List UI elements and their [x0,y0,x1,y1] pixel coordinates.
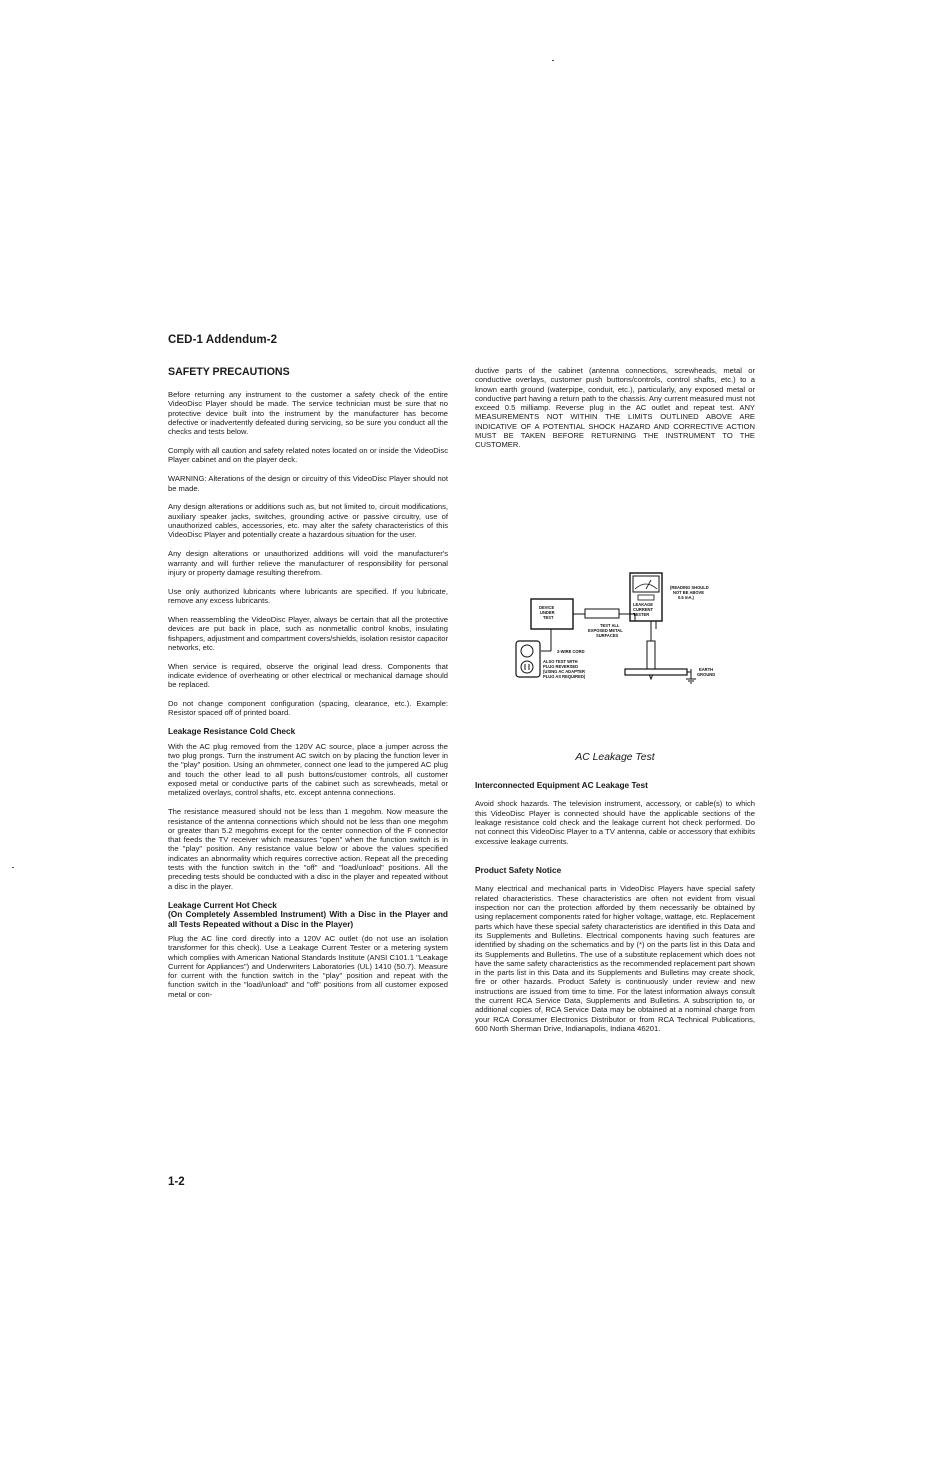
right-column [475,366,755,1043]
paragraph: Any design alterations or additions such as, but not limited to, circuit modifications, auxiliary speaker jacks, switches, grounding active or passive circuitry, use of unauthorized cables, accessories, etc. may alter the safety characteristics of this VideoDisc Player and potentially create a hazardous situation for the user. [168,502,448,540]
cord-label: 2-WIRE CORD [557,648,585,654]
paragraph: The resistance measured should not be less than 1 megohm. Now measure the resistance of the antenna connections which should not be less than one megohm or greater than 5.2 megohms except for the center connection of the F connector that feeds the TV receiver which measures "open" when the function switch is in the "play" position. Any resistance value below or above the values specified indicates an abnormality which requires corrective action. Repeat all the preceding tests with the function switch in the "off" and "load/unload" positions. All the preceding tests should be conducted with a disc in the player and repeated without a disc in the player. [168,807,448,891]
outlet-socket-top [521,645,533,657]
outlet-socket-bottom [521,661,533,673]
ground-bar [625,669,687,675]
ac-leakage-test-figure [475,543,755,715]
paragraph: Comply with all caution and safety related notes located on or inside the VideoDisc Player cabinet and on the player deck. [168,446,448,465]
left-column [168,366,448,1009]
earth-label-line2: GROUND [697,671,716,677]
probe-handle [585,609,619,618]
paragraph: When service is required, observe the original lead dress. Components that indicate evidence of overheating or other electrical or mechanical damage should be replaced. [168,661,448,690]
product-safety-heading: Product Safety Notice [475,864,562,875]
reading-label-line3: 0.5 mA.) [678,594,694,600]
meter-switch [638,595,654,600]
earth-label-line1: EARTH [699,666,714,672]
test-all-line2: EXPOSED METAL [588,627,623,633]
device-label-line3: TEST [543,614,554,620]
paragraph: Before returning any instrument to the customer a safety check of the entire VideoDisc Player should be made. The service technician must be sure that no protective device built into the instrument by the manufacturer has become defective or inadvertently defeated during servicing, so be sure you conduct all the checks and tests below. [168,390,448,437]
figure-caption: AC Leakage Test [575,751,655,763]
paragraph: With the AC plug removed from the 120V AC source, place a jumper across the two plug prongs. Turn the instrument AC switch on by placing the function lever in the "play" position. Using an ohmmeter, connect one lead to the jumpered AC plug and touch the other lead to all push buttons/customer controls, all customer exposed metal or conductive parts of the cabinet such as screwheads, metal or metalized overlays, control shafts, etc. except antenna connections. [168,741,448,798]
scan-speck [12,867,14,868]
paragraph: Do not change component configuration (spacing, clearance, etc.). Example: Resistor spaced off of printed board. [168,699,448,718]
also-test-line1: ALSO TEST WITH [543,658,578,664]
also-test-line3: (USING AC ADAPTER [543,668,585,674]
paragraph: Avoid shock hazards. The television instrument, accessory, or cable(s) to which this VideoDisc Player is connected should have the applicable sections of the leakage resistance cold check and the leakage current hot check performed. Do not connect this VideoDisc Player to a TV antenna, cable or accessory that exhibits excessive leakage currents. [475,799,755,846]
paragraph: ductive parts of the cabinet (antenna connections, screwheads, metal or conductive overlays, customer push buttons/controls, control shafts, etc.) to a known earth ground (waterpipe, conduit, etc.), particularly, any exposed metal or conductive part having a return path to the chassis. Any current measured must not exceed 0.5 milliamp. Reverse plug in the AC outlet and repeat test. ANY MEASUREMENTS NOT WITHIN THE LIMITS OUTLINED ABOVE ARE INDICATIVE OF A POTENTIAL SHOCK HAZARD AND CORRECTIVE ACTION MUST BE TAKEN BEFORE RETURNING THE INSTRUMENT TO THE CUSTOMER. [475,366,755,450]
page-number: 1-2 [168,1176,185,1188]
test-all-line3: SURFACES [596,632,619,638]
section-title: SAFETY PRECAUTIONS [168,366,290,378]
paragraph: Use only authorized lubricants where lubricants are specified. If you lubricate, remove any excess lubricants. [168,586,448,606]
paragraph: WARNING: Alterations of the design or circuitry of this VideoDisc Player should not be made. [168,474,448,493]
paragraph: When reassembling the VideoDisc Player, always be certain that all the protective devices are put back in place, such as nonmetallic control knobs, insulating fishpapers, adjustment and compartment covers/shields, isolation resistor capacitor networks, etc. [168,614,448,652]
interconnect-heading: Interconnected Equipment AC Leakage Test [475,779,648,790]
also-test-line2: PLUG REVERSED [543,663,579,669]
paragraph: Many electrical and mechanical parts in VideoDisc Players have special safety related characteristics. These characteristics are often not evident from visual inspection nor can the protection afforded by them necessarily be obtained by using replacement components rated for higher voltage, wattage, etc. Replacement parts which have these special safety characteristics are identified in this Data and its Supplements and Bulletins. Electrical components having such features are identified by shading on the schematics and by (*) on the parts list in this Data and its Supplements and Bulletins. The use of a substitute replacement which does not have the same safety characteristics as the recommended replacement part shown in the parts list in this Data and its Supplements and Bulletins may create shock, fire or other hazards. Product Safety is continuously under review and new instructions are issued from time to time. For the latest information always consult the current RCA Service Data, Supplements and Bulletins. A subscription to, or additional copies of, RCA Service Data may be obtained at a nominal charge from your RCA Consumer Electronics Distributor or from RCA Technical Publications, 600 North Sherman Drive, Indianapolis, Indiana 46201. [475,884,755,1033]
hot-check-heading: Leakage Current Hot Check [168,899,277,910]
test-all-line1: TEST ALL [600,622,620,628]
scan-speck [552,60,554,61]
device-label-line1: DEVICE [539,604,555,610]
device-label-line2: UNDER [540,609,555,615]
cold-check-heading: Leakage Resistance Cold Check [168,726,296,737]
paragraph: Plug the AC line cord directly into a 120V AC outlet (do not use an isolation transformer for this check). Use a Leakage Current Tester or a metering system which complies with American National Standards Institute (ANSI C101.1 "Leakage Current for Appliances") and Underwriters Laboratories (UL) 1410 (50.7). Measure for current with the function switch in the "play" position and repeat with the function switch in the "load/unload" and "off" positions from all customer exposed metal or con- [168,934,448,999]
reading-label-line2: NOT BE ABOVE [673,589,705,595]
tester-label-line3: TESTER [633,611,650,617]
ac-leakage-diagram [475,543,755,715]
hot-check-subheading: (On Completely Assembled Instrument) With a Disc in the Player and all Tests Repeated without a Disc in the Player) [168,909,448,929]
also-test-line4: PLUG AS REQUIRED) [543,673,586,679]
paragraph: Any design alterations or unauthorized additions will void the manufacturer's warranty and will further relieve the manufacturer of responsibility for personal injury or property damage resulting therefrom. [168,549,448,577]
tester-label-line1: LEAKAGE [633,601,654,607]
reading-label-line1: (READING SHOULD [670,584,709,590]
tester-label-line2: CURRENT [633,606,654,612]
document-header: CED-1 Addendum-2 [168,334,278,346]
